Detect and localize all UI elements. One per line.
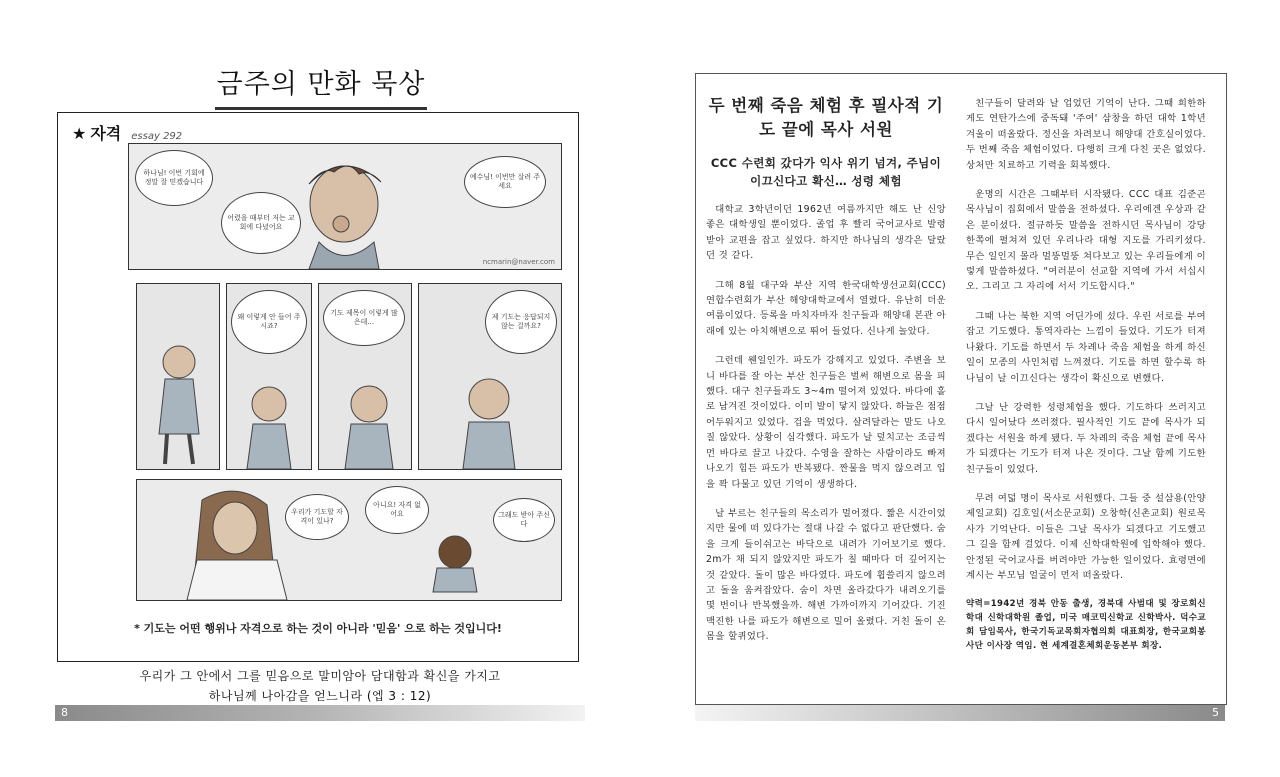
page-title: 금주의 만화 묵상 xyxy=(215,62,427,110)
comic-panel-3 xyxy=(226,283,312,470)
comic-caption: * 기도는 어떤 행위나 자격으로 하는 것이 아니라 '믿음' 으로 하는 것입니다! xyxy=(134,622,502,635)
article-column-left xyxy=(706,90,946,659)
boy-sad-illustration xyxy=(137,284,219,469)
article xyxy=(695,73,1227,705)
comic-panel-2 xyxy=(136,283,220,470)
article-subhead: CCC 수련회 갔다가 익사 위기 넘겨, 주님이 이끄신다고 확신… 성령 체험 xyxy=(710,156,942,188)
verse-line-1: 우리가 그 안에서 그를 믿음으로 말미암아 담대함과 확신을 가지고 xyxy=(139,669,501,683)
speech-bubble-2: 예수님! 이번만 살려 주세요 xyxy=(464,156,546,208)
speech-bubble-5: 기도 제목이 이렇게 많은데... xyxy=(323,290,405,346)
comic-strip xyxy=(57,112,579,662)
speech-bubble-6: 제 기도는 응답되지 않는 걸까요? xyxy=(485,290,557,354)
paragraph: 대학교 3학년이던 1962년 여름까지만 해도 난 신앙 좋은 대학생일 뿐이었다. 졸업 후 빨리 국어교사로 발령 받아 교편을 잡고 싶었다. 하지만 하나님의 생각은 달랐던 것 같다. xyxy=(706,204,946,262)
speech-bubble-3: 어렸을 때부터 저는 교회에 다녔어요 xyxy=(221,192,301,254)
comic-panel-5 xyxy=(418,283,562,470)
article-headline: 두 번째 죽음 체험 후 필사적 기도 끝에 목사 서원 xyxy=(708,96,944,139)
paragraph: 운명의 시간은 그때부터 시작됐다. CCC 대표 김준곤 목사님이 집회에서 말씀을 전하셨다. 우리에겐 우상과 같은 분이셨다. 절규하듯 말씀을 전하시던 목사님이 강당 한쪽에 펼쳐져 있던 우리나라 대형 지도를 가리키셨다. 무슨 일인지 몰라 멀뚱멀뚱 쳐다보고 있는 우리들에게 이렇게 말씀하셨다. "여러분이 선교할 지역에 가서 서십시오. 그리고 그 자리에 서서 기도합시다." xyxy=(966,189,1206,293)
paragraph: 그날 난 강력한 성령체험을 했다. 기도하다 쓰러지고 다시 일어났다 쓰러졌다. 필사적인 기도 끝에 목사가 되겠다는 서원을 하게 됐다. 두 차례의 죽음 체험 끝에 목사가 되겠다는 기도가 터져 나온 것이다. 그날 함께 기도한 친구들이 있었다. xyxy=(966,401,1206,475)
comic-title: 자격 xyxy=(90,124,122,143)
author-profile: 약력=1942년 경북 안동 출생, 경북대 사범대 및 장로회신학대 신학대학원 졸업, 미국 매코믹신학교 신학박사. 덕수교회 담임목사, 한국기독교목회자협의회 대표회장, 한국교회봉사단 이사장 역임. 현 세계결혼체회운동본부 회장. xyxy=(966,599,1206,652)
jesus-and-boy-illustration xyxy=(137,480,561,600)
article-column-right xyxy=(966,96,1206,667)
paragraph: 그해 8월 대구와 부산 지역 한국대학생선교회(CCC) 연합수련회가 부산 해양대학교에서 열렸다. 유난히 더운 여름이었다. 등록을 마치자마자 친구들과 해양대 본관 아래에 있는 아치해변으로 뛰어 들었다. 신나게 놀았다. xyxy=(706,279,946,337)
verse-line-2: 하나님께 나아감을 얻느니라 (엡 3 : 12) xyxy=(208,689,432,703)
speech-bubble-8: 아니요! 자격 없어요 xyxy=(365,486,429,534)
paragraph: 친구들이 달려와 날 업었던 기억이 난다. 그때 희한하게도 연탄가스에 중독돼 '주여' 삼창을 하던 대학 1학년 겨울이 떠올랐다. 정신을 차려보니 해양대 간호실이었다. 두 번째 죽음 체험이었다. 다행히 크게 다친 곳은 없었다. 상처만 치료하고 기력을 회복했다. xyxy=(966,98,1206,171)
page-number: 5 xyxy=(1212,706,1219,719)
comic-panel-1 xyxy=(128,143,562,270)
speech-bubble-9: 그래도 받아 주신다 xyxy=(493,498,555,542)
page-number: 8 xyxy=(61,706,68,719)
star-icon: ★ xyxy=(72,124,87,143)
comic-header xyxy=(72,121,182,144)
comic-series: essay 292 xyxy=(131,131,183,142)
speech-bubble-1: 하나님! 이번 기회에 정말 잘 믿겠습니다 xyxy=(135,150,213,206)
speech-bubble-4: 왜 이렇게 안 들어 주시죠? xyxy=(231,290,307,354)
footer-bar xyxy=(695,705,1225,721)
footer-bar xyxy=(55,705,585,721)
comic-panel-4 xyxy=(318,283,412,470)
right-page xyxy=(640,0,1280,777)
comic-panel-6 xyxy=(136,479,562,601)
speech-bubble-7: 우리가 기도할 자격이 있나? xyxy=(285,494,349,540)
comic-watermark: ncmarin@naver.com xyxy=(482,258,555,266)
bible-verse xyxy=(60,666,580,706)
paragraph: 날 부르는 친구들의 목소리가 멀어졌다. 짧은 시간이었지만 물에 떠 있다가는 절대 나갈 수 없다고 판단했다. 숨을 크게 들이쉬고는 바닥으로 내려가 기어보기로 했다. 2m가 채 되지 않았지만 파도가 칠 때마다 더 깊어지는 것 같았다. 돌이 많은 바다였다. 파도에 휩쓸리지 않으려고 돌을 움켜잡았다. 숨이 차면 올라갔다가 내려오기를 몇 번이나 반복했을까. 해변 가까이까지 기어갔다. 기진맥진한 나를 파도가 해변으로 밀어 올렸다. 거친 돌이 온몸을 할퀴었다. xyxy=(706,507,946,643)
paragraph: 그런데 웬일인가. 파도가 강해지고 있었다. 주변을 보니 바다를 잘 아는 부산 친구들은 벌써 해변으로 몸을 피했다. 대구 친구들과도 3~4m 떨어져 있었다. 바다에 홀로 남겨진 것이었다. 이미 발이 닿지 않았다. 하늘은 점점 어두워지고 있었다. 겁을 먹었다. 살려달라는 말도 나오질 않았다. 상황이 심각했다. 파도가 날 덮치고는 조금씩 먼 바다로 끌고 나갔다. 수영을 잘하는 사람이라도 빠져 나오기 힘든 파도가 반복됐다. 짠물을 먹지 않으려고 입을 꽉 다물고 있던 기억이 생생하다. xyxy=(706,355,946,490)
paragraph: 무려 여덟 명이 목사로 서원했다. 그들 중 설삼용(안양제일교회) 김호일(서소문교회) 오창학(신촌교회) 원로목사가 기억난다. 이들은 그날 목사가 되겠다고 기도했고 그 길을 함께 걸었다. 이제 신학대학원에 입학해야 했다. 안정된 국어교사를 버려야만 가능한 일이었다. 효령면에 계시는 부모님 얼굴이 먼저 떠올랐다. xyxy=(966,492,1206,581)
paragraph: 그때 나는 북한 지역 어딘가에 섰다. 우린 서로를 부여잡고 기도했다. 통역자라는 느낌이 들었다. 기도가 터져 나왔다. 기도를 하면서 두 차례나 죽음 체험을 하게 하신 일이 모종의 사인처럼 느껴졌다. 기도를 하면 할수록 하나님이 날 이끄신다는 생각이 확신으로 변했다. xyxy=(966,310,1206,384)
